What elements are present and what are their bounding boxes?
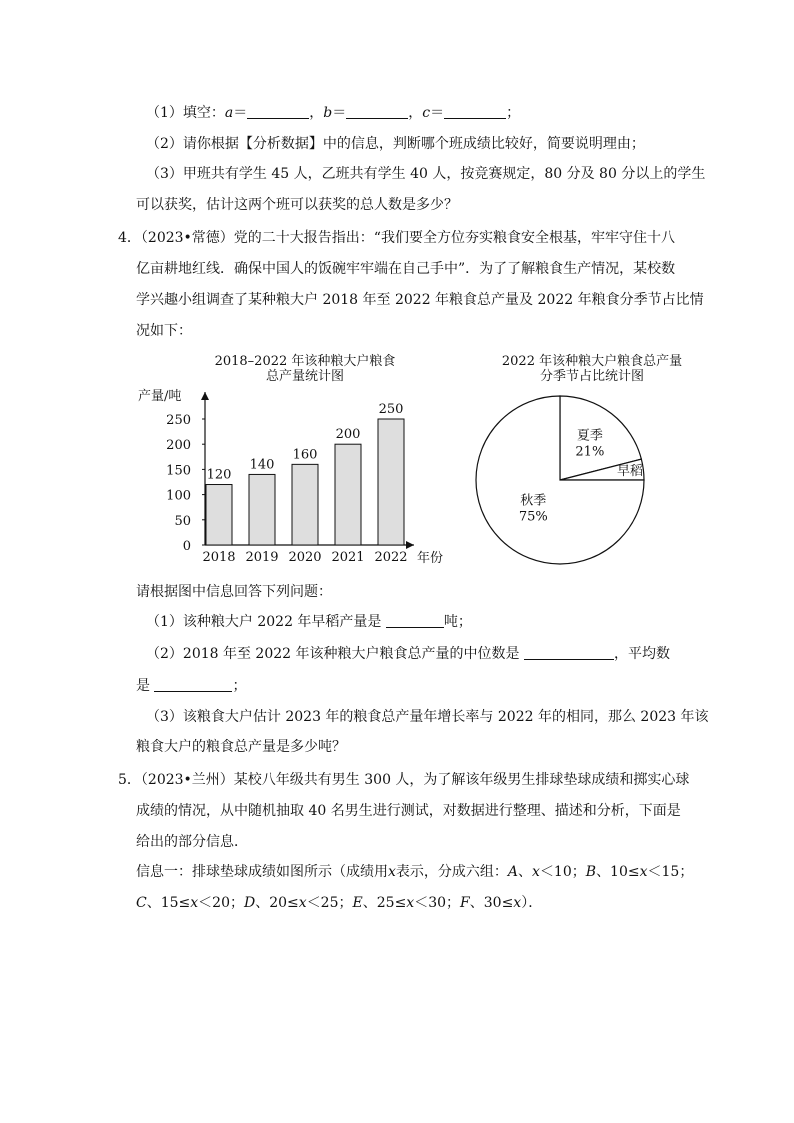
equals-sign: ＝ xyxy=(430,105,445,121)
var-x: x xyxy=(406,895,415,911)
q5-line1 xyxy=(118,770,689,790)
group-text: 、20≤ xyxy=(255,895,299,911)
bar-chart-yticks xyxy=(166,413,205,554)
q4-part1-text: （1）该种粮大户 2022 年早稻产量是 xyxy=(146,614,382,630)
group-letter: C xyxy=(136,895,147,911)
y-tick-label: 100 xyxy=(166,488,191,504)
pie-chart-title-line2: 分季节占比统计图 xyxy=(539,369,645,384)
y-tick-label: 150 xyxy=(166,463,191,479)
q4-line4: 况如下： xyxy=(136,323,192,339)
group-range: ＜30； xyxy=(414,895,461,911)
pie-chart-slices xyxy=(476,396,644,564)
q3-part3-line2: 可以获奖，估计这两个班可以获奖的总人数是多少？ xyxy=(136,197,458,213)
q5-info-line2 xyxy=(136,893,542,913)
q4-part2-mean-label: ，平均数 xyxy=(613,646,670,662)
q4-line3: 学兴趣小组调查了某种粮大户 2018 年至 2022 年粮食总产量及 2022 年粮食分季节占比情 xyxy=(136,292,704,308)
group-letter: F xyxy=(460,895,470,911)
q4-line1 xyxy=(118,228,675,248)
q4-part1 xyxy=(146,612,472,632)
bar-value-label: 250 xyxy=(378,402,404,417)
q3-part3-line1: （3）甲班共有学生 45 人，乙班共有学生 40 人，按竞赛规定，80 分及 80 分以上的学生 xyxy=(146,166,706,182)
q4-part2-line2 xyxy=(136,676,246,696)
bar-chart-title-line2: 总产量统计图 xyxy=(265,369,345,384)
bar-value-label: 200 xyxy=(335,427,361,443)
group-range: ）． xyxy=(521,895,543,911)
var-c: c xyxy=(422,105,431,121)
var-x: x xyxy=(298,895,307,911)
group-letter: B xyxy=(585,864,597,880)
q3-part1-prefix: （1）填空： xyxy=(146,105,225,121)
pie-slice-name: 早稻 xyxy=(616,464,644,480)
var-x: x xyxy=(639,864,648,880)
blank-median[interactable] xyxy=(524,645,614,660)
pie-chart-title-line1: 2022 年该种粮大户粮食总产量 xyxy=(501,354,683,369)
x-tick-label: 2020 xyxy=(288,550,322,565)
bar-value-label: 160 xyxy=(292,447,318,463)
q4-part2-is: 是 xyxy=(136,678,150,694)
equals-sign: ＝ xyxy=(332,105,347,121)
var-b: b xyxy=(323,105,333,121)
blank-a[interactable] xyxy=(247,104,309,119)
bar-chart-ylabel: 产量/吨 xyxy=(138,389,182,404)
pie-slice-name: 夏季 xyxy=(576,428,603,444)
bar-chart xyxy=(130,348,460,568)
bar-chart-title-line1: 2018–2022 年该种粮大户粮食 xyxy=(214,354,396,369)
pie-slice-percent: 75% xyxy=(518,509,548,525)
blank-early-rice[interactable] xyxy=(386,613,444,628)
x-tick-label: 2021 xyxy=(331,550,365,565)
bar-2019 xyxy=(249,474,275,545)
group-letter: A xyxy=(507,864,519,880)
bar-chart-xlabel: 年份 xyxy=(417,551,444,566)
bar-2020 xyxy=(292,464,318,545)
comma: ， xyxy=(408,105,423,121)
group-range: ＜15； xyxy=(647,864,694,880)
bar-value-label: 120 xyxy=(206,467,232,483)
pie-slice-percent: 21% xyxy=(575,444,605,460)
q3-part1 xyxy=(146,103,520,123)
semicolon: ； xyxy=(506,105,521,121)
q4-part2 xyxy=(146,644,670,664)
q5-line1-text: （2023•兰州）某校八年级共有男生 300 人，为了解该年级男生排球垫球成绩和掷实心球 xyxy=(140,772,690,788)
group-text: 、15≤ xyxy=(146,895,191,911)
group-text: 、25≤ xyxy=(362,895,407,911)
group-range: ＜25； xyxy=(306,895,353,911)
y-tick-label: 250 xyxy=(166,413,191,428)
bar-chart-x-arrow xyxy=(406,541,414,549)
var-x: x xyxy=(532,864,540,880)
bar-chart-y-arrow xyxy=(201,392,209,400)
bar-2022 xyxy=(378,419,404,545)
q5-info-groups-intro: 表示，分成六组： xyxy=(395,864,508,880)
q4-prompt: 请根据图中信息回答下列问题： xyxy=(136,584,332,600)
pie-slice-name: 秋季 xyxy=(520,493,547,509)
group-letter: D xyxy=(244,895,256,911)
x-tick-label: 2019 xyxy=(245,550,279,565)
group-text: 、30≤ xyxy=(469,895,514,911)
group-range: ＜20； xyxy=(198,895,244,911)
x-tick-label: 2018 xyxy=(202,550,236,565)
blank-c[interactable] xyxy=(444,104,506,119)
var-x: x xyxy=(190,895,199,911)
y-tick-label: 50 xyxy=(174,513,191,529)
q5-info-text: 信息一：排球垫球成绩如图所示（成绩用 xyxy=(136,864,388,880)
q5-info-line1 xyxy=(136,862,693,882)
q4-line2: 亿亩耕地红线．确保中国人的饭碗牢牢端在自己手中”．为了了解粮食生产情况，某校数 xyxy=(136,261,676,277)
q4-line1-text: （2023•常德）党的二十大报告指出：“我们要全方位夯实粮食安全根基，牢牢守住十八 xyxy=(140,230,675,246)
bar-2021 xyxy=(335,444,361,545)
bar-chart-bars xyxy=(202,402,407,565)
q4-number: 4． xyxy=(118,230,141,246)
x-tick-label: 2022 xyxy=(374,550,408,565)
equals-sign: ＝ xyxy=(233,105,248,121)
semicolon: ； xyxy=(232,678,247,694)
q5-number: 5． xyxy=(118,772,141,788)
q4-part1-unit: 吨； xyxy=(443,614,472,630)
q5-line2: 成绩的情况，从中随机抽取 40 名男生进行测试，对数据进行整理、描述和分析，下面是 xyxy=(136,803,681,819)
q3-part2: （2）请你根据【分析数据】中的信息，判断哪个班成绩比较好，简要说明理由； xyxy=(146,136,645,152)
bar-2018 xyxy=(206,485,232,545)
group-letter: E xyxy=(352,895,363,911)
bar-value-label: 140 xyxy=(249,457,275,473)
y-tick-label: 200 xyxy=(166,438,191,454)
group-text: 、10≤ xyxy=(596,864,640,880)
q4-part2-text: （2）2018 年至 2022 年该种粮大户粮食总产量的中位数是 xyxy=(146,646,520,662)
var-x: x xyxy=(388,864,396,880)
q4-part3-line2: 粮食大户的粮食总产量是多少吨？ xyxy=(136,739,346,755)
blank-mean[interactable] xyxy=(154,677,232,692)
comma: ， xyxy=(309,105,324,121)
q5-line3: 给出的部分信息． xyxy=(136,834,248,850)
group-text: 、 xyxy=(518,864,533,880)
var-a: a xyxy=(224,105,234,121)
pie-chart xyxy=(462,348,712,568)
y-tick-label: 0 xyxy=(182,539,191,554)
q4-part3-line1: （3）该粮食大户估计 2023 年的粮食总产量年增长率与 2022 年的相同，那么 2023 年该 xyxy=(146,709,709,725)
var-x: x xyxy=(513,895,522,911)
blank-b[interactable] xyxy=(346,104,408,119)
group-range: ＜10； xyxy=(539,864,586,880)
